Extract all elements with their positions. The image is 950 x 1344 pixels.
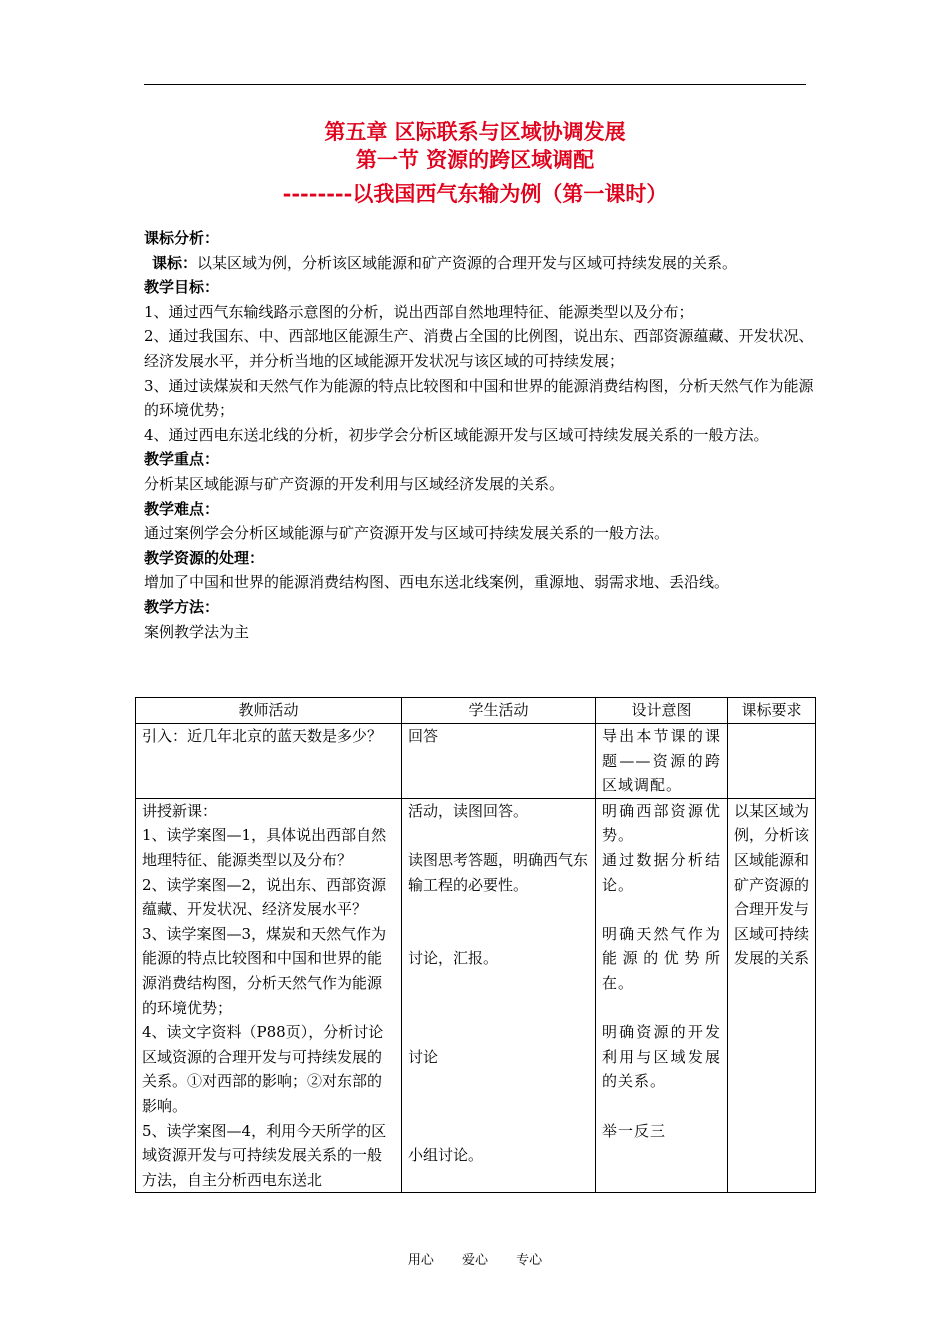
goal-item: 1、通过西气东输线路示意图的分析，说出西部自然地理特征、能源类型以及分布；	[144, 302, 694, 321]
intro-teacher: 引入：近几年北京的蓝天数是多少？	[136, 724, 402, 799]
lecture-heading: 讲授新课：	[142, 801, 218, 820]
method-heading: 教学方法：	[144, 597, 220, 616]
difficulty-heading: 教学难点：	[144, 499, 220, 518]
standard-text: 以某区域为例，分析该区域能源和矿产资源的合理开发与区域可持续发展的关系。	[197, 253, 738, 272]
header-intent: 设计意图	[596, 698, 728, 724]
intro-student: 回答	[402, 724, 596, 799]
lecture-item: 2、读学案图—2，说出东、西部资源蕴藏、开发状况、经济发展水平？	[142, 875, 387, 919]
design-intent: 通过数据分析结论。	[602, 850, 721, 894]
table-row	[136, 798, 816, 1193]
key-text: 分析某区域能源与矿产资源的开发利用与区域经济发展的关系。	[144, 474, 565, 493]
resources-heading: 教学资源的处理：	[144, 548, 265, 567]
subtitle: --------以我国西气东输为例（第一课时）	[282, 181, 668, 206]
goal-item: 4、通过西电东送北线的分析，初步学会分析区域能源开发与区域可持续发展关系的一般方法。	[144, 425, 769, 444]
design-intent: 明确西部资源优势。	[602, 801, 721, 845]
student-activity: 活动，读图回答。	[408, 801, 529, 820]
lecture-item: 3、读学案图—3，煤炭和天然气作为能源的特点比较图和中国和世界的能源消费结构图，分析天然气作为能源的环境优势；	[142, 924, 387, 1017]
goals-heading: 教学目标：	[144, 278, 220, 297]
design-intent: 举一反三	[602, 1121, 667, 1140]
header-student: 学生活动	[402, 698, 596, 724]
lecture-standard: 以某区域为例，分析该区域能源和矿产资源的合理开发与区域可持续发展的关系	[728, 798, 816, 1193]
chapter-title: 第五章 区际联系与区域协调发展	[324, 119, 626, 144]
table-header-row	[136, 698, 816, 724]
resources-text: 增加了中国和世界的能源消费结构图、西电东送北线案例，重源地、弱需求地、丢沿线。	[144, 573, 730, 592]
standard-paragraph	[144, 251, 816, 276]
document-body	[144, 226, 816, 644]
goal-item: 2、通过我国东、中、西部地区能源生产、消费占全国的比例图，说出东、西部资源蕴藏、开发状况、经济发展水平，并分析当地的区域能源开发状况与该区域的可持续发展；	[144, 327, 814, 370]
lecture-intent	[596, 798, 728, 1193]
header-standard: 课标要求	[728, 698, 816, 724]
goal-item: 3、通过读煤炭和天然气作为能源的特点比较图和中国和世界的能源消费结构图，分析天然气作为能源的环境优势；	[144, 376, 814, 420]
page-footer: 用心 爱心 专心	[407, 1253, 543, 1268]
student-activity: 小组讨论。	[408, 1146, 484, 1165]
header-rule	[144, 84, 806, 85]
design-intent: 明确资源的开发利用与区域发展的关系。	[602, 1023, 721, 1091]
intro-intent: 导出本节课的课题——资源的跨区域调配。	[596, 724, 728, 799]
table-row	[136, 724, 816, 799]
design-intent: 明确天然气作为能源的优势所在。	[602, 924, 721, 992]
standard-heading: 课标分析：	[144, 229, 220, 247]
lecture-student	[402, 798, 596, 1193]
lecture-item: 4、读文字资料（P88页），分析讨论区域资源的合理开发与可持续发展的关系。①对西部的影响；②对东部的影响。	[142, 1023, 384, 1115]
standard-label: 课标：	[152, 253, 198, 272]
difficulty-text: 通过案例学会分析区域能源与矿产资源开发与区域可持续发展关系的一般方法。	[144, 524, 670, 543]
intro-standard	[728, 724, 816, 799]
key-heading: 教学重点：	[144, 450, 220, 469]
lecture-teacher	[136, 798, 402, 1193]
header-teacher: 教师活动	[136, 698, 402, 724]
lecture-item: 1、读学案图—1，具体说出西部自然地理特征、能源类型以及分布？	[142, 826, 387, 869]
lesson-table	[135, 697, 816, 1193]
student-activity: 讨论	[408, 1047, 439, 1066]
title-block	[0, 118, 950, 208]
section-title: 第一节 资源的跨区域调配	[355, 147, 595, 172]
student-activity: 讨论，汇报。	[408, 949, 499, 968]
method-text: 案例教学法为主	[144, 622, 250, 641]
student-activity: 读图思考答题，明确西气东输工程的必要性。	[408, 850, 589, 894]
lecture-item: 5、读学案图—4，利用今天所学的区域资源开发与可持续发展关系的一般方法，自主分析西电东送北	[142, 1121, 387, 1189]
